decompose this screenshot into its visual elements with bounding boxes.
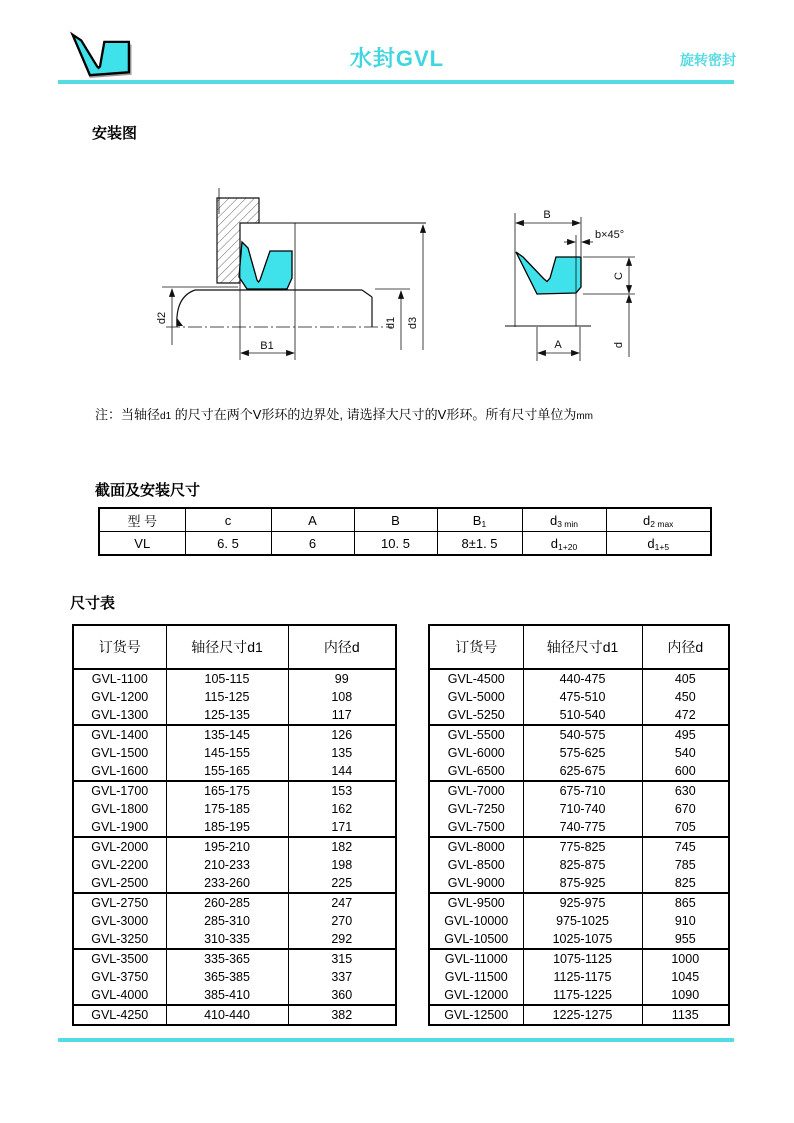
cell: GVL-3500 — [73, 949, 166, 968]
dim-label-b45: b×45° — [595, 229, 625, 241]
table-row — [73, 818, 396, 837]
cell: GVL-2000 — [73, 837, 166, 856]
cell: 1175-1225 — [523, 986, 642, 1005]
cell: 233-260 — [166, 874, 288, 893]
cell: 705 — [642, 818, 729, 837]
cell: GVL-1100 — [73, 669, 166, 688]
cell: GVL-12500 — [429, 1005, 523, 1025]
cell: 1000 — [642, 949, 729, 968]
cell: GVL-10000 — [429, 912, 523, 930]
cell: 955 — [642, 930, 729, 949]
table-row — [73, 725, 396, 744]
cell: GVL-1400 — [73, 725, 166, 744]
table-row — [73, 986, 396, 1005]
cell: GVL-9500 — [429, 893, 523, 912]
cell: 135 — [288, 744, 396, 762]
table-row — [73, 744, 396, 762]
size-table-left — [72, 624, 397, 1026]
spec-header-cell: 型 号 — [99, 508, 185, 532]
cell: 105-115 — [166, 669, 288, 688]
cell: 225 — [288, 874, 396, 893]
cell: 182 — [288, 837, 396, 856]
size-header-cell: 内径d — [288, 625, 396, 669]
spec-header-cell: A — [271, 508, 354, 532]
table-row — [73, 688, 396, 706]
table-row — [429, 725, 729, 744]
dim-label-C: C — [613, 272, 625, 280]
cell: 145-155 — [166, 744, 288, 762]
cell: 315 — [288, 949, 396, 968]
cell: 310-335 — [166, 930, 288, 949]
spec-value-cell: VL — [99, 532, 185, 556]
size-header-row — [73, 625, 396, 669]
table-row — [73, 968, 396, 986]
dim-label-B: B — [543, 209, 551, 221]
cell: GVL-1500 — [73, 744, 166, 762]
table-row — [73, 800, 396, 818]
cell: 472 — [642, 706, 729, 725]
cell: 475-510 — [523, 688, 642, 706]
cell: 153 — [288, 781, 396, 800]
cell: 360 — [288, 986, 396, 1005]
table-row — [73, 893, 396, 912]
spec-value-cell: d1+20 — [522, 532, 606, 556]
dim-label-B1: B1 — [260, 340, 274, 352]
cell: 382 — [288, 1005, 396, 1025]
table-row — [429, 744, 729, 762]
cell: 910 — [642, 912, 729, 930]
cell: 155-165 — [166, 762, 288, 781]
table-row — [429, 930, 729, 949]
cell: GVL-1900 — [73, 818, 166, 837]
spec-value-cell: d1+5 — [606, 532, 711, 556]
table-row — [429, 800, 729, 818]
cell: 625-675 — [523, 762, 642, 781]
cell: 865 — [642, 893, 729, 912]
cell: GVL-3000 — [73, 912, 166, 930]
table-row — [73, 706, 396, 725]
cell: 162 — [288, 800, 396, 818]
cell: GVL-8000 — [429, 837, 523, 856]
cell: 144 — [288, 762, 396, 781]
dim-label-d2: d2 — [156, 311, 168, 325]
cell: GVL-2500 — [73, 874, 166, 893]
cell: 775-825 — [523, 837, 642, 856]
page-title: 水封GVL — [349, 46, 445, 71]
spec-header-row — [99, 508, 711, 532]
table-row — [73, 762, 396, 781]
cell: 270 — [288, 912, 396, 930]
cell: 825 — [642, 874, 729, 893]
cell: 99 — [288, 669, 396, 688]
cell: 117 — [288, 706, 396, 725]
table-row — [429, 949, 729, 968]
section-title-spec: 截面及安装尺寸 — [95, 482, 201, 499]
cell: 365-385 — [166, 968, 288, 986]
cell: GVL-1800 — [73, 800, 166, 818]
dim-label-d3: d3 — [407, 316, 419, 330]
spec-header-cell: B — [354, 508, 437, 532]
spec-header-cell: d3 min — [522, 508, 606, 532]
size-table-right — [428, 624, 730, 1026]
table-row — [73, 949, 396, 968]
cell: 925-975 — [523, 893, 642, 912]
table-row — [429, 781, 729, 800]
table-row — [429, 986, 729, 1005]
note-prefix: 注：当轴径 — [95, 407, 161, 422]
cell: GVL-7000 — [429, 781, 523, 800]
table-row — [429, 669, 729, 688]
note-unit: mm — [576, 411, 593, 422]
cell: 975-1025 — [523, 912, 642, 930]
cell: GVL-6500 — [429, 762, 523, 781]
cell: 171 — [288, 818, 396, 837]
size-header-cell: 订货号 — [73, 625, 166, 669]
table-row — [429, 874, 729, 893]
note-line — [95, 404, 735, 423]
cell: 710-740 — [523, 800, 642, 818]
section-title-install: 安装图 — [92, 125, 138, 142]
table-row — [73, 781, 396, 800]
spec-header-cell: B1 — [437, 508, 522, 532]
cell: 575-625 — [523, 744, 642, 762]
cell: GVL-8500 — [429, 856, 523, 874]
cell: 745 — [642, 837, 729, 856]
cell: 285-310 — [166, 912, 288, 930]
cell: 875-925 — [523, 874, 642, 893]
cell: 1225-1275 — [523, 1005, 642, 1025]
cell: 135-145 — [166, 725, 288, 744]
cell: 1025-1075 — [523, 930, 642, 949]
table-row — [73, 856, 396, 874]
cell: 630 — [642, 781, 729, 800]
cell: 247 — [288, 893, 396, 912]
cell: GVL-5250 — [429, 706, 523, 725]
cell: GVL-12000 — [429, 986, 523, 1005]
spec-header-cell: c — [185, 508, 271, 532]
cell: GVL-1200 — [73, 688, 166, 706]
table-row — [429, 856, 729, 874]
cell: 175-185 — [166, 800, 288, 818]
table-row — [429, 1005, 729, 1025]
cell: 337 — [288, 968, 396, 986]
size-header-cell: 内径d — [642, 625, 729, 669]
cell: 385-410 — [166, 986, 288, 1005]
cell: 292 — [288, 930, 396, 949]
table-row — [73, 874, 396, 893]
cell: 1090 — [642, 986, 729, 1005]
cell: 335-365 — [166, 949, 288, 968]
v-ring-profile — [516, 252, 581, 294]
top-rule — [58, 80, 734, 84]
table-row — [73, 930, 396, 949]
cell: 115-125 — [166, 688, 288, 706]
spec-header-cell: d2 max — [606, 508, 711, 532]
table-row — [73, 669, 396, 688]
dim-label-d: d — [613, 341, 625, 349]
dim-label-A: A — [554, 339, 562, 351]
cell: 495 — [642, 725, 729, 744]
note-middle: 的尺寸在两个V形环的边界处, 请选择大尺寸的V形环。所有尺寸单位为 — [171, 407, 577, 422]
cell: GVL-7500 — [429, 818, 523, 837]
table-row — [73, 1005, 396, 1025]
installation-diagram — [150, 175, 450, 385]
dim-label-d1: d1 — [385, 316, 397, 330]
cell: 210-233 — [166, 856, 288, 874]
cell: GVL-2750 — [73, 893, 166, 912]
cell: GVL-2200 — [73, 856, 166, 874]
cell: GVL-11000 — [429, 949, 523, 968]
cell: GVL-9000 — [429, 874, 523, 893]
table-row — [73, 912, 396, 930]
cell: 410-440 — [166, 1005, 288, 1025]
cell: 1125-1175 — [523, 968, 642, 986]
cell: GVL-4250 — [73, 1005, 166, 1025]
cell: 785 — [642, 856, 729, 874]
note-d1: d1 — [160, 411, 172, 422]
cell: GVL-3250 — [73, 930, 166, 949]
cell: 510-540 — [523, 706, 642, 725]
table-row — [429, 912, 729, 930]
cell: GVL-7250 — [429, 800, 523, 818]
cell: 440-475 — [523, 669, 642, 688]
spec-value-cell: 8±1. 5 — [437, 532, 522, 556]
table-row — [429, 706, 729, 725]
spec-table — [98, 507, 712, 556]
cell: GVL-1600 — [73, 762, 166, 781]
cell: 540-575 — [523, 725, 642, 744]
cell: GVL-10500 — [429, 930, 523, 949]
cell: 825-875 — [523, 856, 642, 874]
spec-data-row — [99, 532, 711, 556]
cell: GVL-4500 — [429, 669, 523, 688]
cell: 1045 — [642, 968, 729, 986]
spec-value-cell: 6. 5 — [185, 532, 271, 556]
cell: 540 — [642, 744, 729, 762]
cross-section-diagram — [490, 195, 760, 385]
cell: 1075-1125 — [523, 949, 642, 968]
cell: GVL-11500 — [429, 968, 523, 986]
bottom-rule — [58, 1038, 734, 1042]
cell: 405 — [642, 669, 729, 688]
spec-value-cell: 6 — [271, 532, 354, 556]
size-header-cell: 轴径尺寸d1 — [166, 625, 288, 669]
cell: GVL-5500 — [429, 725, 523, 744]
table-row — [429, 837, 729, 856]
v-ring-seal — [239, 242, 292, 289]
cell: 600 — [642, 762, 729, 781]
arc-tick — [177, 318, 183, 326]
section-title-size: 尺寸表 — [70, 595, 116, 612]
size-header-cell: 轴径尺寸d1 — [523, 625, 642, 669]
table-row — [73, 837, 396, 856]
cell: 670 — [642, 800, 729, 818]
cell: 165-175 — [166, 781, 288, 800]
cell: 740-775 — [523, 818, 642, 837]
size-header-row — [429, 625, 729, 669]
table-row — [429, 893, 729, 912]
cell: GVL-1300 — [73, 706, 166, 725]
cell: 1135 — [642, 1005, 729, 1025]
cell: 450 — [642, 688, 729, 706]
cell: GVL-1700 — [73, 781, 166, 800]
cell: GVL-3750 — [73, 968, 166, 986]
corner-label: 旋转密封 — [680, 52, 736, 68]
table-row — [429, 968, 729, 986]
cell: GVL-6000 — [429, 744, 523, 762]
cell: 675-710 — [523, 781, 642, 800]
table-row — [429, 688, 729, 706]
cell: 126 — [288, 725, 396, 744]
cell: GVL-5000 — [429, 688, 523, 706]
cell: 195-210 — [166, 837, 288, 856]
cell: 108 — [288, 688, 396, 706]
cell: 260-285 — [166, 893, 288, 912]
cell: 198 — [288, 856, 396, 874]
size-header-cell: 订货号 — [429, 625, 523, 669]
table-row — [429, 762, 729, 781]
table-row — [429, 818, 729, 837]
cell: GVL-4000 — [73, 986, 166, 1005]
spec-value-cell: 10. 5 — [354, 532, 437, 556]
cell: 125-135 — [166, 706, 288, 725]
cell: 185-195 — [166, 818, 288, 837]
